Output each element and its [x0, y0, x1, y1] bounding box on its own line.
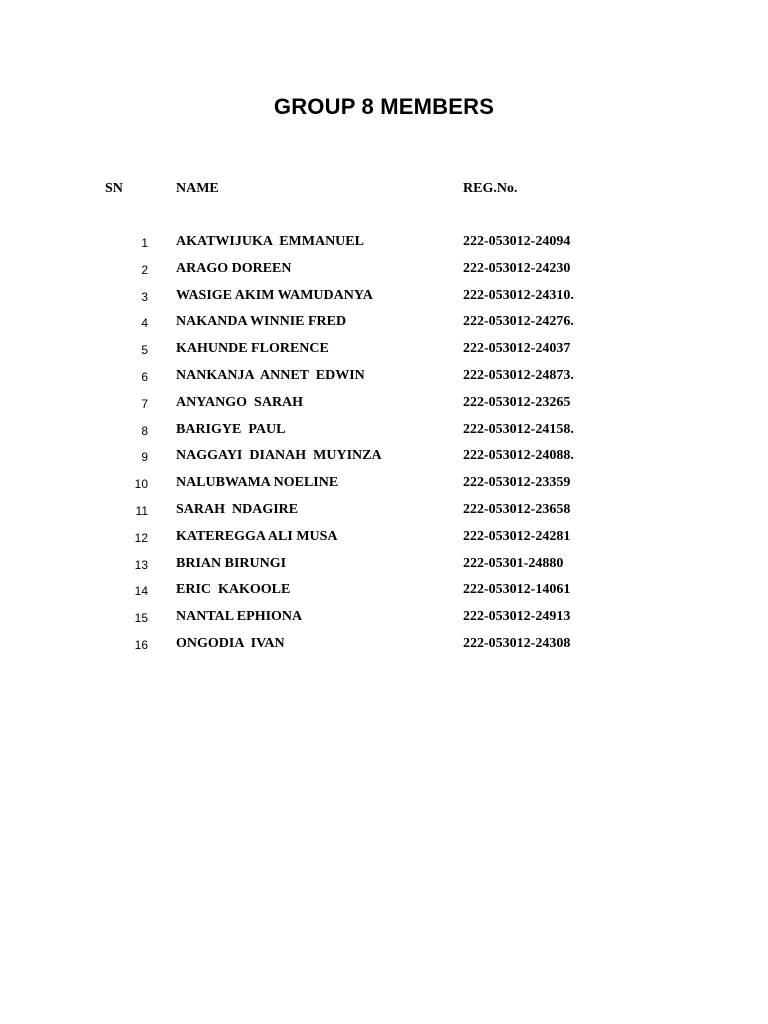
member-sn: 7: [141, 396, 148, 411]
member-name: ANYANGO SARAH: [176, 394, 304, 410]
member-sn: 16: [134, 637, 148, 652]
member-reg-no: 222-053012-23658: [463, 501, 571, 517]
table-row: [0, 260, 768, 287]
member-name: WASIGE AKIM WAMUDANYA: [176, 287, 373, 303]
member-sn: 2: [141, 262, 148, 277]
member-name: NAGGAYI DIANAH MUYINZA: [176, 448, 382, 464]
member-name: NANTAL EPHIONA: [176, 609, 303, 625]
table-row: [0, 555, 768, 582]
member-sn: 13: [134, 557, 148, 572]
table-row: [0, 287, 768, 314]
table-row: [0, 367, 768, 394]
table-row: [0, 313, 768, 340]
member-reg-no: 222-053012-24088.: [463, 448, 574, 464]
table-row: [0, 474, 768, 501]
member-reg-no: 222-053012-23359: [463, 475, 571, 491]
member-sn: 4: [141, 316, 148, 331]
member-reg-no: 222-053012-24310.: [463, 287, 574, 303]
member-reg-no: 222-053012-24158.: [463, 421, 574, 437]
table-row: [0, 233, 768, 260]
member-name: AKATWIJUKA EMMANUEL: [176, 234, 364, 249]
member-reg-no: 222-053012-24873.: [463, 367, 574, 383]
column-header-reg-no: REG.No.: [463, 181, 518, 196]
member-reg-no: 222-053012-24308: [463, 635, 571, 651]
member-sn: 8: [141, 423, 148, 438]
member-name: ONGODIA IVAN: [176, 635, 285, 651]
member-name: KAHUNDE FLORENCE: [176, 341, 329, 357]
member-name: ERIC KAKOOLE: [176, 582, 291, 598]
member-sn: 9: [141, 450, 148, 465]
member-name: BARIGYE PAUL: [176, 421, 286, 437]
page-title: GROUP 8 MEMBERS: [273, 94, 495, 119]
table-row: [0, 528, 768, 555]
member-name: NALUBWAMA NOELINE: [176, 475, 339, 491]
member-name: SARAH NDAGIRE: [176, 501, 299, 517]
member-sn: 1: [141, 236, 148, 250]
member-reg-no: 222-053012-24094: [463, 234, 571, 249]
member-reg-no: 222-05301-24880: [463, 555, 564, 571]
table-row: [0, 394, 768, 421]
member-sn: 14: [134, 584, 148, 599]
member-sn: 15: [134, 611, 148, 626]
table-row: [0, 581, 768, 608]
member-reg-no: 222-053012-24037: [463, 341, 571, 357]
member-name: ARAGO DOREEN: [176, 260, 292, 276]
member-reg-no: 222-053012-24281: [463, 528, 571, 544]
member-sn: 12: [134, 530, 148, 545]
table-row: [0, 501, 768, 528]
member-reg-no: 222-053012-14061: [463, 582, 571, 598]
member-reg-no: 222-053012-24230: [463, 260, 571, 276]
member-name: BRIAN BIRUNGI: [176, 555, 287, 571]
table-row: [0, 447, 768, 474]
member-sn: 6: [141, 369, 148, 384]
member-sn: 3: [141, 289, 148, 304]
column-header-name: NAME: [176, 181, 219, 196]
member-name: NANKANJA ANNET EDWIN: [176, 367, 365, 383]
members-table: [0, 233, 768, 662]
member-sn: 5: [141, 343, 148, 358]
member-sn: 11: [135, 503, 148, 518]
column-header-sn: SN: [105, 181, 123, 196]
table-row: [0, 340, 768, 367]
member-name: KATEREGGA ALI MUSA: [176, 528, 338, 544]
member-reg-no: 222-053012-23265: [463, 394, 571, 410]
table-row: [0, 635, 768, 662]
member-reg-no: 222-053012-24276.: [463, 314, 574, 330]
member-sn: 10: [134, 477, 148, 492]
table-row: [0, 421, 768, 448]
table-row: [0, 608, 768, 635]
member-reg-no: 222-053012-24913: [463, 609, 571, 625]
member-name: NAKANDA WINNIE FRED: [176, 314, 347, 330]
